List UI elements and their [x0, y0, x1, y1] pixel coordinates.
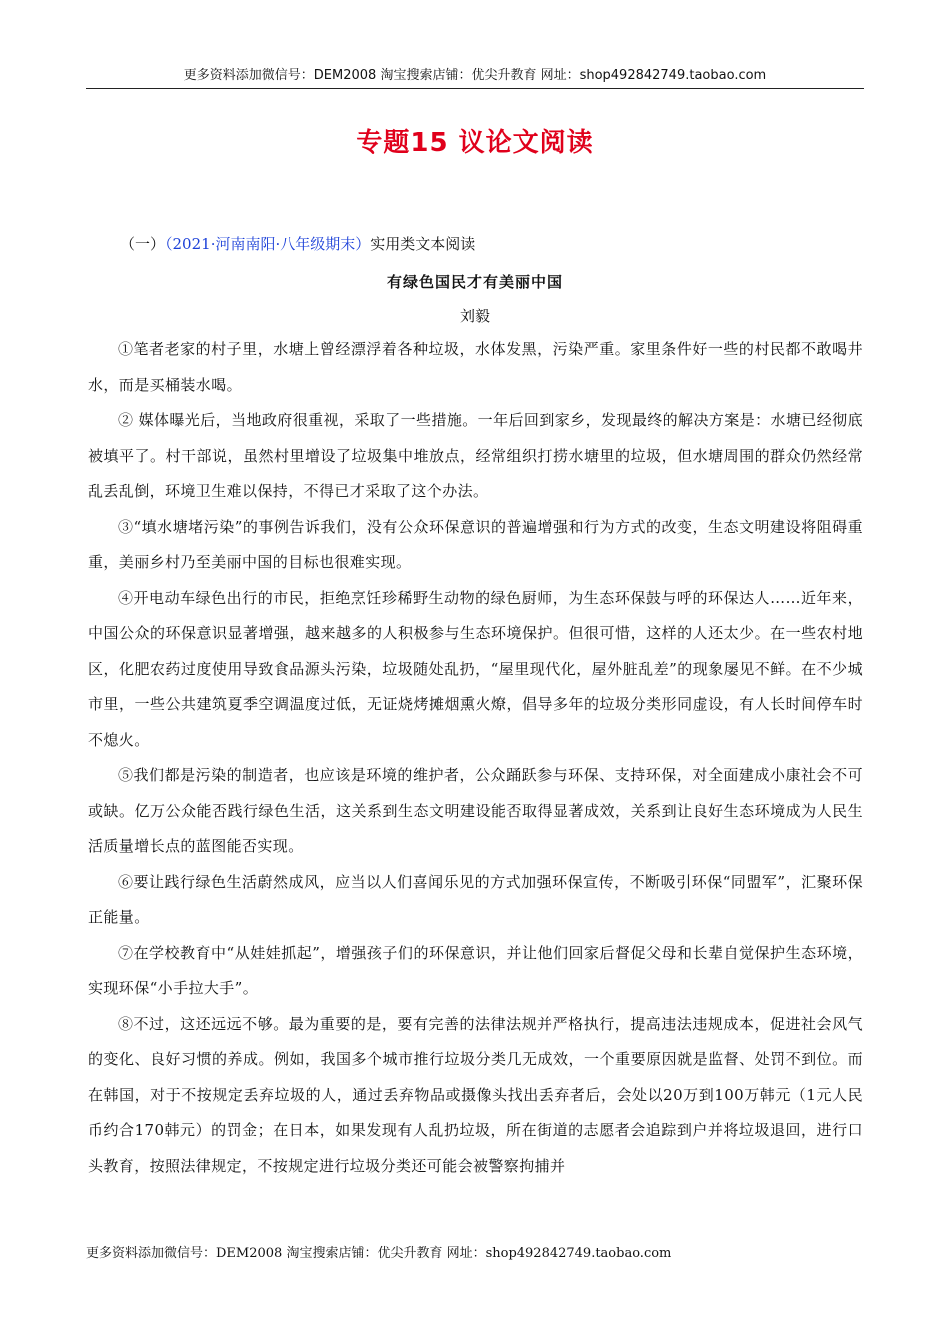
article-title: 有绿色国民才有美丽中国 — [386, 273, 563, 291]
paragraph-8: ⑧不过，这还远远不够。最为重要的是，要有完善的法律法规并严格执行，提高违法违规成本，促进社会风气的变化、良好习惯的养成。例如，我国多个城市推行垃圾分类几无成效，一个重要原因就是监督、处罚不到位。而在韩国，对于不按规定丢弃垃圾的人，通过丢弃物品或摄像头找出丢弃者后，会处以20万到100万韩元（1元人民币约合170韩元）的罚金；在日本，如果发现有人乱扔垃圾，所在街道的志愿者会追踪到户并将垃圾退回，进行口头教育，按照法律规定，不按规定进行垃圾分类还可能会被警察拘捕并 — [88, 1014, 863, 1175]
paragraph-6: ⑥要让践行绿色生活蔚然成风，应当以人们喜闻乐见的方式加强环保宣传，不断吸引环保“同盟军”，汇聚环保正能量。 — [88, 872, 863, 926]
section-heading — [120, 234, 475, 254]
paragraph-4: ④开电动车绿色出行的市民，拒绝烹饪珍稀野生动物的绿色厨师，为生态环保鼓与呼的环保达人……近年来，中国公众的环保意识显著增强，越来越多的人积极参与生态环境保护。但很可惜，这样的人还太少。在一些农村地区，化肥农药过度使用导致食品源头污染，垃圾随处乱扔，“屋里现代化，屋外脏乱差”的现象屡见不鲜。在不少城市里，一些公共建筑夏季空调温度过低，无证烧烤摊烟熏火燎，倡导多年的垃圾分类形同虚设，有人长时间停车时不熄火。 — [88, 588, 863, 749]
header-divider — [86, 88, 864, 89]
section-source: （2021·河南南阳·八年级期末） — [165, 235, 371, 253]
paragraph-2: ② 媒体曝光后，当地政府很重视，采取了一些措施。一年后回到家乡，发现最终的解决方案是：水塘已经彻底被填平了。村干部说，虽然村里增设了垃圾集中堆放点，经常组织打捞水塘里的垃圾，但水塘周围的群众仍然经常乱丢乱倒，环境卫生难以保持，不得已才采取了这个办法。 — [88, 411, 863, 500]
page-title: 专题15 议论文阅读 — [356, 128, 594, 158]
page-footer: 更多资料添加微信号：DEM2008 淘宝搜索店铺：优尖升教育 网址：shop492842749.taobao.com — [86, 1246, 672, 1261]
page-header: 更多资料添加微信号：DEM2008 淘宝搜索店铺：优尖升教育 网址：shop492842749.taobao.com — [183, 68, 767, 83]
article-body — [88, 332, 863, 1184]
paragraph-7: ⑦在学校教育中“从娃娃抓起”，增强孩子们的环保意识，并让他们回家后督促父母和长辈自觉保护生态环境，实现环保“小手拉大手”。 — [88, 943, 863, 997]
section-type: 实用类文本阅读 — [370, 235, 476, 253]
article-author: 刘毅 — [459, 307, 490, 325]
paragraph-1: ①笔者老家的村子里，水塘上曾经漂浮着各种垃圾，水体发黑，污染严重。家里条件好一些的村民都不敢喝井水，而是买桶装水喝。 — [88, 340, 863, 394]
paragraph-5: ⑤我们都是污染的制造者，也应该是环境的维护者，公众踊跃参与环保、支持环保，对全面建成小康社会不可或缺。亿万公众能否践行绿色生活，这关系到生态文明建设能否取得显著成效，关系到让良好生态环境成为人民生活质量增长点的蓝图能否实现。 — [88, 766, 863, 855]
section-number: （一） — [120, 235, 166, 253]
paragraph-3: ③“填水塘堵污染”的事例告诉我们，没有公众环保意识的普遍增强和行为方式的改变，生态文明建设将阻碍重重，美丽乡村乃至美丽中国的目标也很难实现。 — [88, 517, 863, 571]
